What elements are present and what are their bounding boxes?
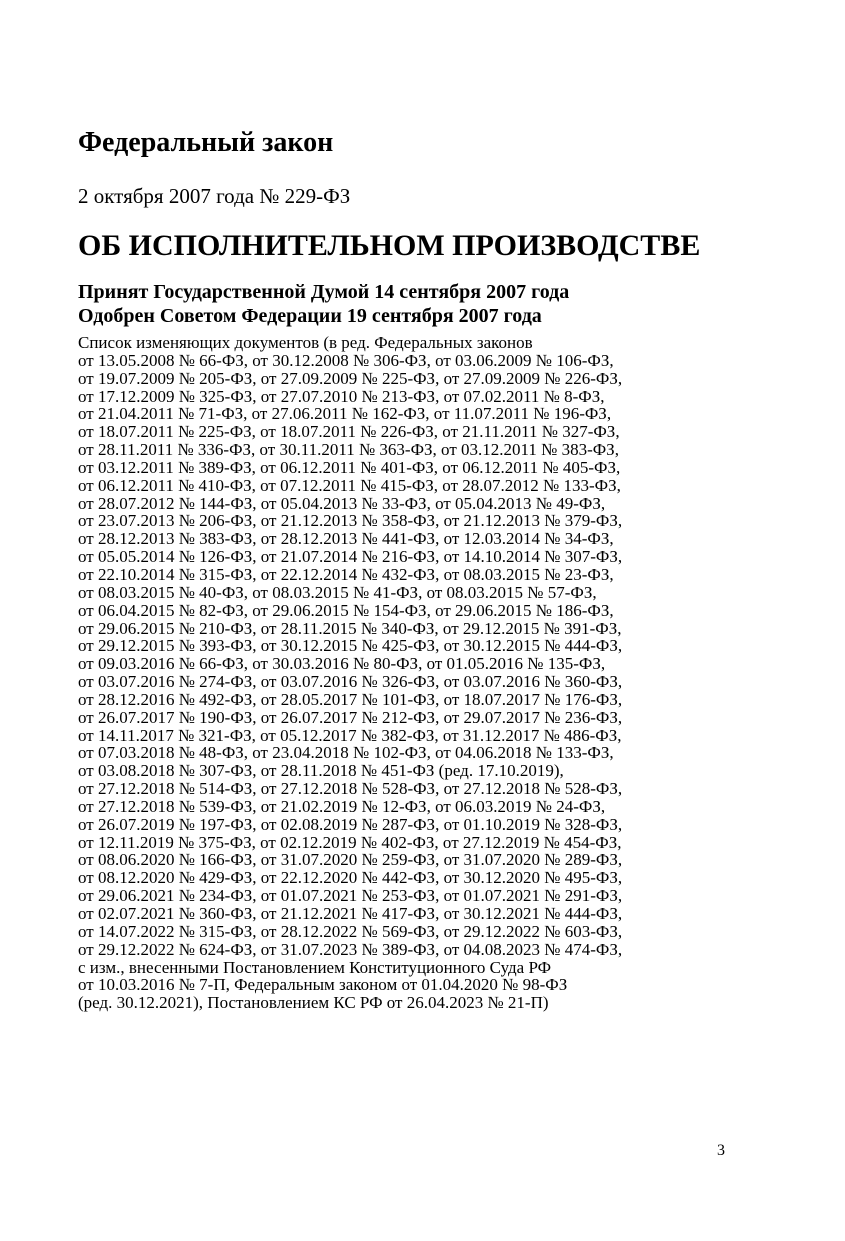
adopted-by-duma: Принят Государственной Думой 14 сентября 2007 года — [78, 281, 570, 303]
amendment-line: от 17.12.2009 № 325-ФЗ, от 27.07.2010 № 213-ФЗ, от 07.02.2011 № 8-ФЗ, — [78, 386, 605, 406]
document-date-number: 2 октября 2007 года № 229-ФЗ — [78, 184, 351, 208]
amendment-line: (ред. 30.12.2021), Постановлением КС РФ от 26.04.2023 № 21-П) — [78, 993, 549, 1013]
amendment-line: от 05.05.2014 № 126-ФЗ, от 21.07.2014 № 216-ФЗ, от 14.10.2014 № 307-ФЗ, — [78, 547, 623, 567]
amendment-line: от 14.11.2017 № 321-ФЗ, от 05.12.2017 № 382-ФЗ, от 31.12.2017 № 486-ФЗ, — [78, 725, 622, 745]
amendment-line: от 12.11.2019 № 375-ФЗ, от 02.12.2019 № 402-ФЗ, от 27.12.2019 № 454-ФЗ, — [78, 832, 622, 852]
amendment-line: от 06.12.2011 № 410-ФЗ, от 07.12.2011 № 415-ФЗ, от 28.07.2012 № 133-ФЗ, — [78, 475, 621, 495]
amendment-line: от 08.06.2020 № 166-ФЗ, от 31.07.2020 № 259-ФЗ, от 31.07.2020 № 289-ФЗ, — [78, 850, 623, 870]
amendment-line: от 08.03.2015 № 40-ФЗ, от 08.03.2015 № 41-ФЗ, от 08.03.2015 № 57-ФЗ, — [78, 582, 597, 602]
amendment-line: от 02.07.2021 № 360-ФЗ, от 21.12.2021 № 417-ФЗ, от 30.12.2021 № 444-ФЗ, — [78, 904, 623, 923]
adoption-info — [78, 280, 569, 328]
amendment-line: от 13.05.2008 № 66-ФЗ, от 30.12.2008 № 306-ФЗ, от 03.06.2009 № 106-ФЗ, — [78, 350, 614, 370]
amendment-line: от 08.12.2020 № 429-ФЗ, от 22.12.2020 № 442-ФЗ, от 30.12.2020 № 495-ФЗ, — [78, 868, 623, 888]
amendment-line: от 03.08.2018 № 307-ФЗ, от 28.11.2018 № 451-ФЗ (ред. 17.10.2019), — [78, 761, 564, 781]
amendment-line: от 29.06.2021 № 234-ФЗ, от 01.07.2021 № 253-ФЗ, от 01.07.2021 № 291-ФЗ, — [78, 886, 623, 906]
amendment-line: от 19.07.2009 № 205-ФЗ, от 27.09.2009 № 225-ФЗ, от 27.09.2009 № 226-ФЗ, — [78, 368, 623, 388]
amendment-line: от 10.03.2016 № 7-П, Федеральным законом от 01.04.2020 № 98-ФЗ — [78, 975, 568, 995]
amendment-line: от 28.11.2011 № 336-ФЗ, от 30.11.2011 № 363-ФЗ, от 03.12.2011 № 383-ФЗ, — [78, 440, 619, 460]
document-type-heading: Федеральный закон — [78, 127, 334, 158]
page-number: 3 — [717, 1142, 725, 1159]
amendment-line: от 29.12.2015 № 393-ФЗ, от 30.12.2015 № 425-ФЗ, от 30.12.2015 № 444-ФЗ, — [78, 636, 623, 656]
amendment-line: от 27.12.2018 № 539-ФЗ, от 21.02.2019 № 12-ФЗ, от 06.03.2019 № 24-ФЗ, — [78, 796, 606, 816]
amendment-line: от 23.07.2013 № 206-ФЗ, от 21.12.2013 № 358-ФЗ, от 21.12.2013 № 379-ФЗ, — [78, 511, 623, 531]
amendment-line: от 26.07.2019 № 197-ФЗ, от 02.08.2019 № 287-ФЗ, от 01.10.2019 № 328-ФЗ, — [78, 814, 623, 834]
amendment-line: от 28.12.2013 № 383-ФЗ, от 28.12.2013 № 441-ФЗ, от 12.03.2014 № 34-ФЗ, — [78, 529, 614, 549]
document-title: ОБ ИСПОЛНИТЕЛЬНОМ ПРОИЗВОДСТВЕ — [78, 229, 701, 262]
amendment-line: от 29.06.2015 № 210-ФЗ, от 28.11.2015 № 340-ФЗ, от 29.12.2015 № 391-ФЗ, — [78, 618, 622, 638]
amendment-line: от 28.12.2016 № 492-ФЗ, от 28.05.2017 № 101-ФЗ, от 18.07.2017 № 176-ФЗ, — [78, 689, 623, 709]
amendment-line: от 27.12.2018 № 514-ФЗ, от 27.12.2018 № 528-ФЗ, от 27.12.2018 № 528-ФЗ, — [78, 779, 623, 799]
approved-by-council: Одобрен Советом Федерации 19 сентября 2007 года — [78, 305, 542, 327]
amendment-line: от 09.03.2016 № 66-ФЗ, от 30.03.2016 № 80-ФЗ, от 01.05.2016 № 135-ФЗ, — [78, 654, 606, 674]
amendment-line: Список изменяющих документов (в ред. Федеральных законов — [78, 333, 533, 352]
amendment-line: от 22.10.2014 № 315-ФЗ, от 22.12.2014 № 432-ФЗ, от 08.03.2015 № 23-ФЗ, — [78, 564, 614, 584]
amendment-line: от 03.12.2011 № 389-ФЗ, от 06.12.2011 № 401-ФЗ, от 06.12.2011 № 405-ФЗ, — [78, 457, 621, 477]
amendment-line: от 18.07.2011 № 225-ФЗ, от 18.07.2011 № 226-ФЗ, от 21.11.2011 № 327-ФЗ, — [78, 422, 620, 442]
amendment-line: от 07.03.2018 № 48-ФЗ, от 23.04.2018 № 102-ФЗ, от 04.06.2018 № 133-ФЗ, — [78, 743, 614, 763]
amendment-line: с изм., внесенными Постановлением Конституционного Суда РФ — [78, 957, 552, 977]
amendment-line: от 14.07.2022 № 315-ФЗ, от 28.12.2022 № 569-ФЗ, от 29.12.2022 № 603-ФЗ, — [78, 921, 623, 941]
amendment-line: от 26.07.2017 № 190-ФЗ, от 26.07.2017 № 212-ФЗ, от 29.07.2017 № 236-ФЗ, — [78, 707, 623, 727]
amendment-line: от 03.07.2016 № 274-ФЗ, от 03.07.2016 № 326-ФЗ, от 03.07.2016 № 360-ФЗ, — [78, 672, 623, 692]
amendment-line: от 28.07.2012 № 144-ФЗ, от 05.04.2013 № 33-ФЗ, от 05.04.2013 № 49-ФЗ, — [78, 493, 606, 513]
amendment-line: от 29.12.2022 № 624-ФЗ, от 31.07.2023 № 389-ФЗ, от 04.08.2023 № 474-ФЗ, — [78, 939, 623, 959]
amendment-line: от 21.04.2011 № 71-ФЗ, от 27.06.2011 № 162-ФЗ, от 11.07.2011 № 196-ФЗ, — [78, 404, 612, 424]
amendment-line: от 06.04.2015 № 82-ФЗ, от 29.06.2015 № 154-ФЗ, от 29.06.2015 № 186-ФЗ, — [78, 600, 614, 620]
amendments-list — [78, 334, 622, 1012]
